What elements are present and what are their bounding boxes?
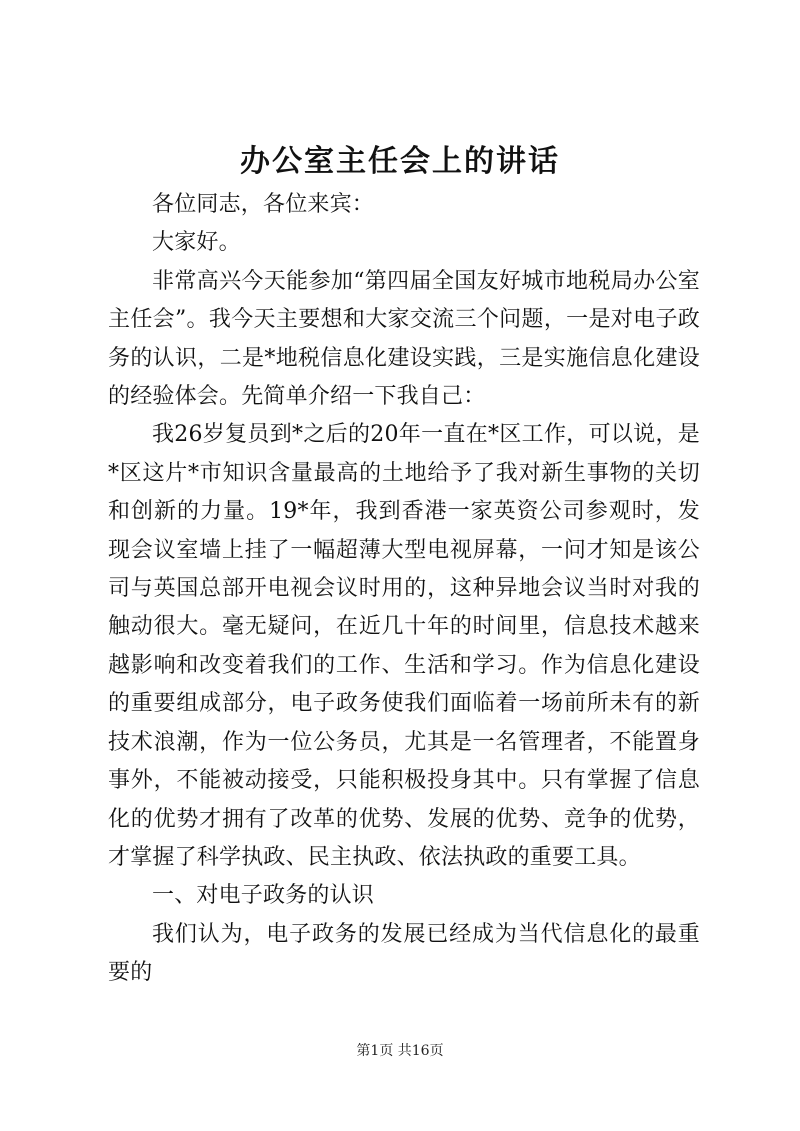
document-title: 办公室主任会上的讲话 [240, 144, 560, 179]
document-body [108, 186, 700, 993]
section-heading-1: 一、对电子政务的认识 [152, 883, 375, 909]
paragraph-background: 我26岁复员到*之后的20年一直在*区工作，可以说，是*区这片*市知识含量最高的土地给予了我对新生事物的关切和创新的力量。19*年，我到香港一家英资公司参观时，发现会议室墙上挂了一幅超薄大型电视屏幕，一问才知是该公司与英国总部开电视会议时用的，这种异地会议当时对我的触动很大。毫无疑问，在近几十年的时间里，信息技术越来越影响和改变着我们的工作、生活和学习。作为信息化建设的重要组成部分，电子政务使我们面临着一场前所未有的新技术浪潮，作为一位公务员，尤其是一名管理者，不能置身事外，不能被动接受，只能积极投身其中。只有掌握了信息化的优势才拥有了改革的优势、发展的优势、竞争的优势，才掌握了科学执政、民主执政、依法执政的重要工具。 [108, 422, 700, 870]
paragraph-section-1: 我们认为，电子政务的发展已经成为当代信息化的最重要的 [108, 921, 700, 986]
paragraph-intro: 非常高兴今天能参加“第四届全国友好城市地税局办公室主任会”。我今天主要想和大家交流三个问题，一是对电子政务的认识，二是*地税信息化建设实践，三是实施信息化建设的经验体会。先简单介绍一下我自己： [108, 268, 700, 410]
page-number-footer: 第1页 共16页 [356, 1043, 444, 1059]
paragraph-salutation: 各位同志，各位来宾： [152, 192, 375, 217]
paragraph-greeting: 大家好。 [152, 230, 241, 256]
